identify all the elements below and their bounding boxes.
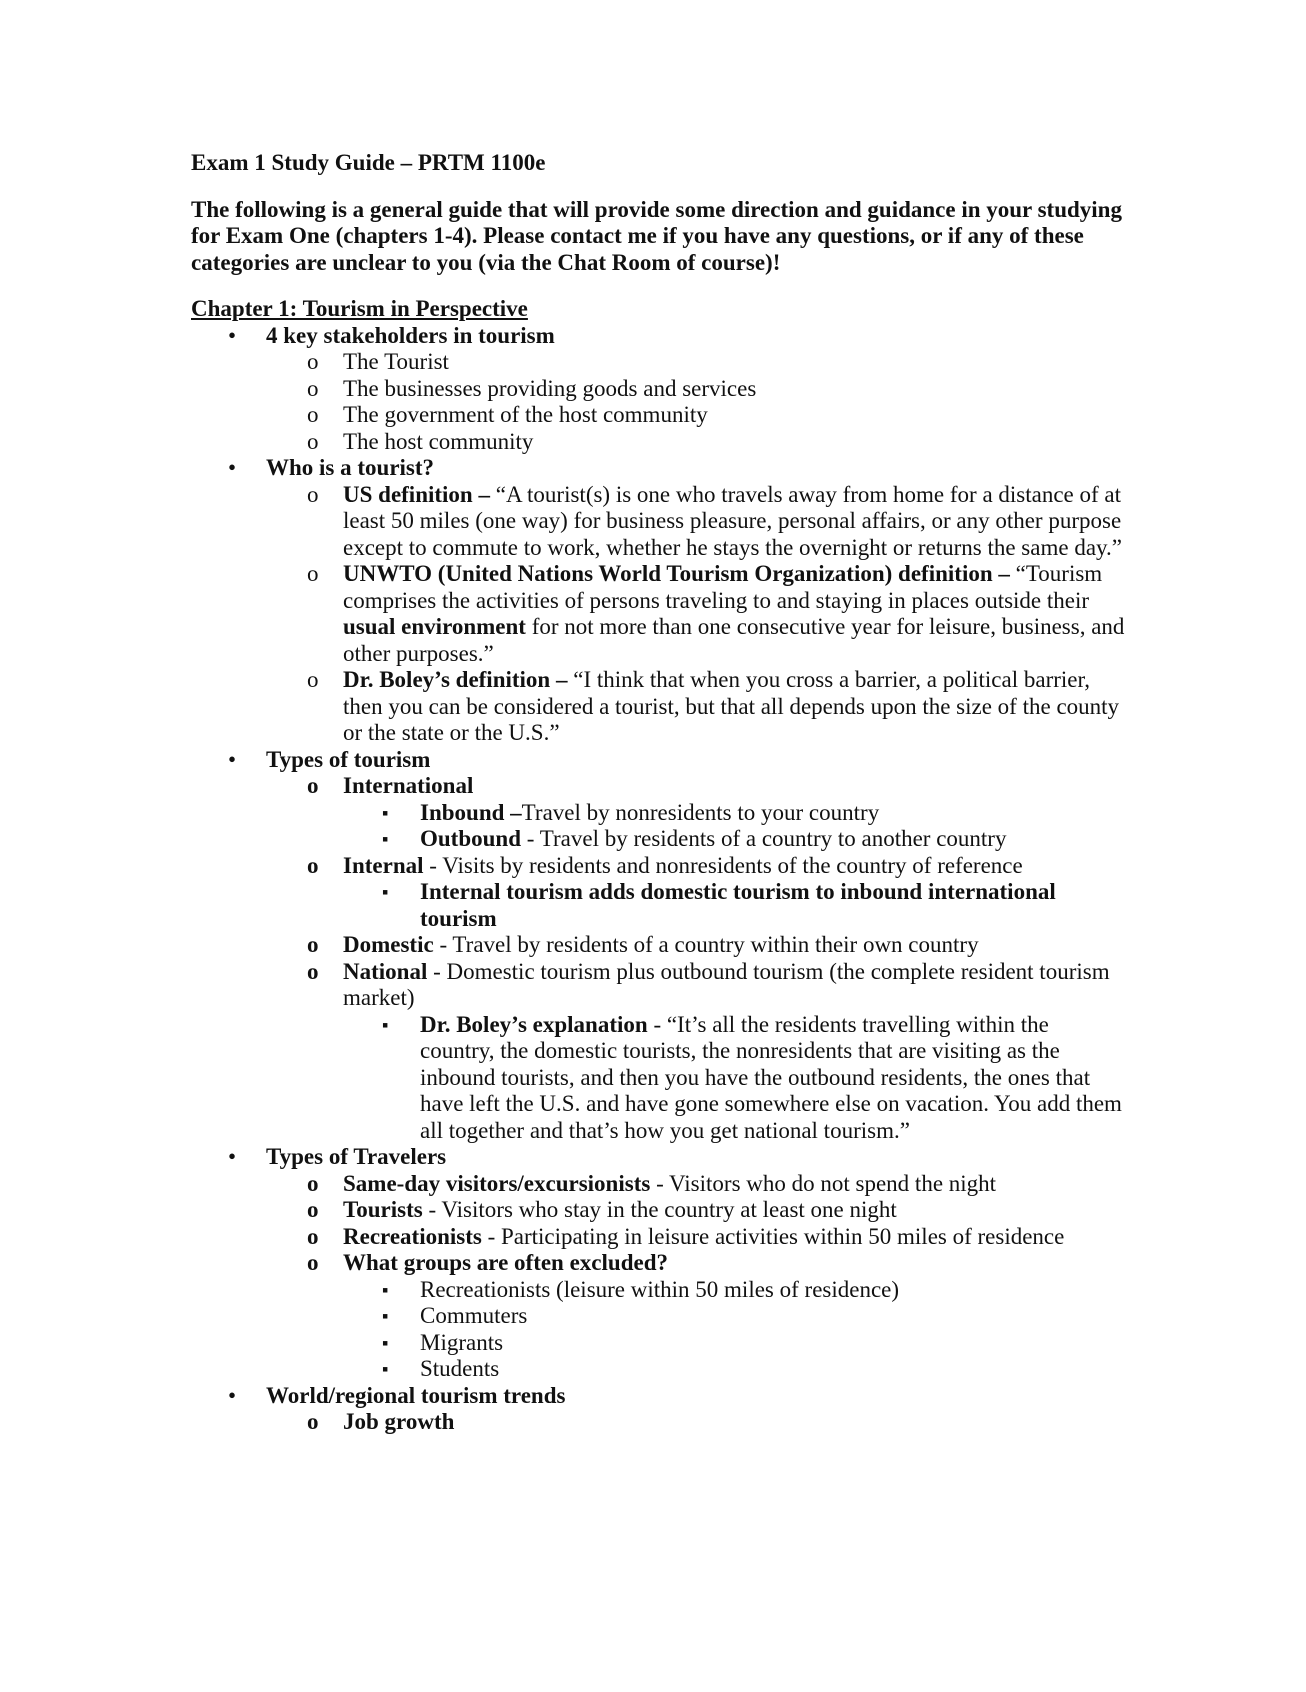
outbound-label: Outbound	[420, 826, 522, 851]
national-item	[191, 959, 1126, 1145]
job-growth-item	[191, 1409, 1126, 1436]
internal-text: - Visits by residents and nonresidents of the country of reference	[423, 852, 1023, 878]
recreationists-label: Recreationists	[343, 1223, 482, 1249]
types-travelers-item	[191, 1144, 1126, 1383]
national-text: - Domestic tourism plus outbound tourism (the complete resident tourism market)	[343, 958, 1110, 1010]
trends-item	[191, 1383, 1126, 1436]
boley-definition	[191, 667, 1126, 747]
inbound-text: Travel by nonresidents to your country	[521, 799, 880, 825]
national-sublist	[343, 1012, 1126, 1145]
internal-label: Internal	[343, 852, 424, 878]
outbound-text: - Travel by residents of a country to another country	[521, 826, 1007, 851]
internal-note: ▪ Internal tourism adds domestic tourism to inbound international tourism	[191, 879, 1126, 932]
stakeholder-item: o The government of the host community	[191, 402, 1126, 429]
who-tourist-item	[191, 455, 1126, 747]
excluded-group: ▪ Commuters	[191, 1303, 1126, 1330]
types-tourism-label: Types of tourism	[266, 746, 431, 772]
excluded-group: ▪ Recreationists (leisure within 50 miles of residence)	[191, 1277, 1126, 1304]
tourists-item	[191, 1197, 1126, 1224]
chapter-1-outline	[191, 323, 1126, 1436]
excluded-group: ▪ Migrants	[191, 1330, 1126, 1357]
trends-list	[266, 1409, 1126, 1436]
types-tourism-item	[191, 747, 1126, 1145]
national-label: National	[343, 958, 428, 984]
recreationists-item	[191, 1224, 1126, 1251]
unwto-definition-label: UNWTO (United Nations World Tourism Organization) definition –	[343, 561, 1010, 586]
stakeholder-item: o The Tourist	[191, 349, 1126, 376]
boley-explanation-text: - “It’s all the residents travelling within the country, the domestic tourists, the nonresidents that are visiting as the inbound tourists, and then you have the outbound residents, the ones that have left the U.S. and have gone somewhere else on vacation. You add them all together and that’s how you get national tourism.”	[420, 1011, 1122, 1143]
excluded-label: What groups are often excluded?	[343, 1250, 668, 1275]
who-tourist-label: Who is a tourist?	[266, 455, 435, 480]
stakeholder-item: o The host community	[191, 429, 1126, 456]
boley-definition-text: “I think that when you cross a barrier, a political barrier, then you can be considered a tourist, but that all depends upon the size of the county or the state or the U.S.”	[343, 667, 1120, 745]
types-travelers-list	[266, 1171, 1126, 1383]
unwto-definition-text-end: for not more than one consecutive year for leisure, business, and other purposes.”	[343, 614, 1125, 666]
boley-explanation-label: Dr. Boley’s explanation	[420, 1011, 648, 1037]
tourists-label: Tourists	[343, 1197, 423, 1222]
excluded-item	[191, 1250, 1126, 1383]
internal-sublist	[343, 879, 1126, 932]
unwto-definition-text: “Tourism comprises the activities of persons traveling to and staying in places outside their	[343, 561, 1103, 613]
study-guide-page	[191, 150, 1126, 1436]
domestic-text: - Travel by residents of a country within their own country	[433, 932, 979, 957]
stakeholders-label: 4 key stakeholders in tourism	[266, 322, 555, 348]
international-sublist	[343, 800, 1126, 853]
unwto-definition	[191, 561, 1126, 667]
stakeholders-list	[266, 349, 1126, 455]
stakeholder-item: o The businesses providing goods and services	[191, 376, 1126, 403]
types-travelers-label: Types of Travelers	[266, 1144, 447, 1169]
domestic-label: Domestic	[343, 932, 434, 957]
us-definition-text: “A tourist(s) is one who travels away from home for a distance of at least 50 miles (one way) for business pleasure, personal affairs, or any other purpose except to commute to work, whether he stays the overnight or returns the same day.”	[343, 481, 1122, 560]
international-label: International	[343, 773, 474, 798]
international-item	[191, 773, 1126, 853]
stakeholders-item	[191, 323, 1126, 456]
types-tourism-list	[266, 773, 1126, 1144]
usual-environment-term: usual environment	[343, 614, 526, 639]
recreationists-text: - Participating in leisure activities within 50 miles of residence	[481, 1223, 1065, 1249]
sameday-item	[191, 1171, 1126, 1198]
inbound-label: Inbound –	[420, 799, 522, 825]
tourists-text: - Visitors who stay in the country at least one night	[422, 1197, 897, 1222]
document-title: Exam 1 Study Guide – PRTM 1100e	[191, 150, 546, 175]
excluded-group: ▪ Students	[191, 1356, 1126, 1383]
definitions-list	[266, 482, 1126, 747]
chapter-1-heading: Chapter 1: Tourism in Perspective	[191, 296, 528, 321]
boley-definition-label: Dr. Boley’s definition –	[343, 667, 568, 692]
sameday-label: Same-day visitors/excursionists	[343, 1170, 651, 1196]
excluded-list	[343, 1277, 1126, 1383]
us-definition	[191, 482, 1126, 562]
internal-item	[191, 853, 1126, 933]
outbound-item	[191, 826, 1126, 853]
domestic-item	[191, 932, 1126, 959]
sameday-text: - Visitors who do not spend the night	[650, 1170, 997, 1196]
boley-explanation	[191, 1012, 1126, 1145]
intro-paragraph: The following is a general guide that will provide some direction and guidance in your studying for Exam One (chapters 1-4). Please contact me if you have any questions, or if any of these categories are unclear to you (via the Chat Room of course)!	[191, 196, 1122, 275]
inbound-item	[191, 800, 1126, 827]
trends-label: World/regional tourism trends	[266, 1382, 566, 1408]
job-growth-label: Job growth	[343, 1409, 455, 1434]
us-definition-label: US definition –	[343, 481, 490, 507]
